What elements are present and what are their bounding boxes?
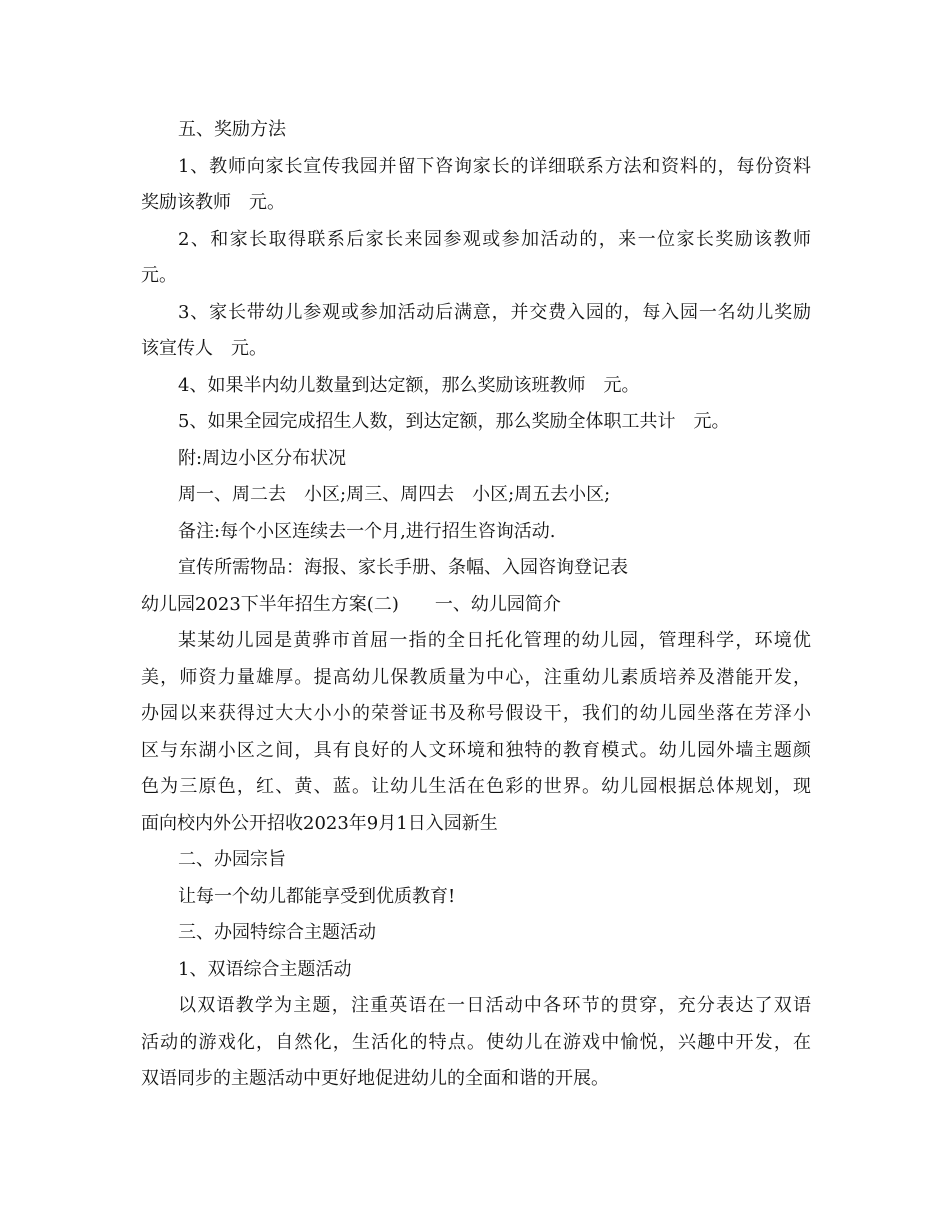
paragraph-line: 办园以来获得过大大小小的荣誉证书及称号假设干，我们的幼儿园坐落在芳泽小 bbox=[141, 703, 811, 724]
paragraph-line: 1、教师向家长宣传我园并留下咨询家长的详细联系方法和资料的，每份资料 bbox=[178, 156, 811, 177]
subheading-bilingual: 1、双语综合主题活动 bbox=[178, 959, 352, 980]
paragraph-line: 面向校内外公开招收2023年9月1日入园新生 bbox=[141, 813, 498, 834]
paragraph-line: 该宣传人 元。 bbox=[141, 338, 267, 359]
heading-theme-activities: 三、办园特综合主题活动 bbox=[178, 922, 376, 943]
document-title-part2: 幼儿园2023下半年招生方案(二) 一、幼儿园简介 bbox=[141, 594, 561, 615]
paragraph-line: 美，师资力量雄厚。提高幼儿保教质量为中心，注重幼儿素质培养及潜能开发， bbox=[141, 667, 811, 688]
paragraph-line: 以双语教学为主题，注重英语在一日活动中各环节的贯穿，充分表达了双语 bbox=[178, 995, 811, 1016]
paragraph-line: 活动的游戏化，自然化，生活化的特点。使幼儿在游戏中愉悦，兴趣中开发，在 bbox=[141, 1032, 811, 1053]
paragraph-line: 宣传所需物品：海报、家长手册、条幅、入园咨询登记表 bbox=[178, 557, 628, 578]
paragraph-line: 让每一个幼儿都能享受到优质教育! bbox=[178, 886, 456, 907]
paragraph-line: 3、家长带幼儿参观或参加活动后满意，并交费入园的，每入园一名幼儿奖励 bbox=[178, 302, 811, 323]
paragraph-line: 4、如果半内幼儿数量到达定额，那么奖励该班教师 元。 bbox=[178, 375, 640, 396]
paragraph-line: 奖励该教师 元。 bbox=[141, 192, 285, 213]
heading-reward-methods: 五、奖励方法 bbox=[178, 119, 286, 140]
paragraph-line: 2、和家长取得联系后家长来园参观或参加活动的，来一位家长奖励该教师 bbox=[178, 229, 811, 250]
heading-purpose: 二、办园宗旨 bbox=[178, 849, 286, 870]
paragraph-line: 区与东湖小区之间，具有良好的人文环境和独特的教育模式。幼儿园外墙主题颜 bbox=[141, 740, 811, 761]
paragraph-line: 备注:每个小区连续去一个月,进行招生咨询活动. bbox=[178, 521, 556, 542]
paragraph-line: 元。 bbox=[141, 265, 177, 286]
paragraph-line: 周一、周二去 小区;周三、周四去 小区;周五去小区; bbox=[178, 484, 611, 505]
paragraph-line: 某某幼儿园是黄骅市首屈一指的全日托化管理的幼儿园，管理科学，环境优 bbox=[178, 630, 811, 651]
paragraph-line: 5、如果全园完成招生人数，到达定额，那么奖励全体职工共计 元。 bbox=[178, 411, 730, 432]
appendix-heading: 附:周边小区分布状况 bbox=[178, 448, 347, 469]
paragraph-line: 色为三原色，红、黄、蓝。让幼儿生活在色彩的世界。幼儿园根据总体规划，现 bbox=[141, 776, 811, 797]
paragraph-line: 双语同步的主题活动中更好地促进幼儿的全面和谐的开展。 bbox=[141, 1068, 609, 1089]
